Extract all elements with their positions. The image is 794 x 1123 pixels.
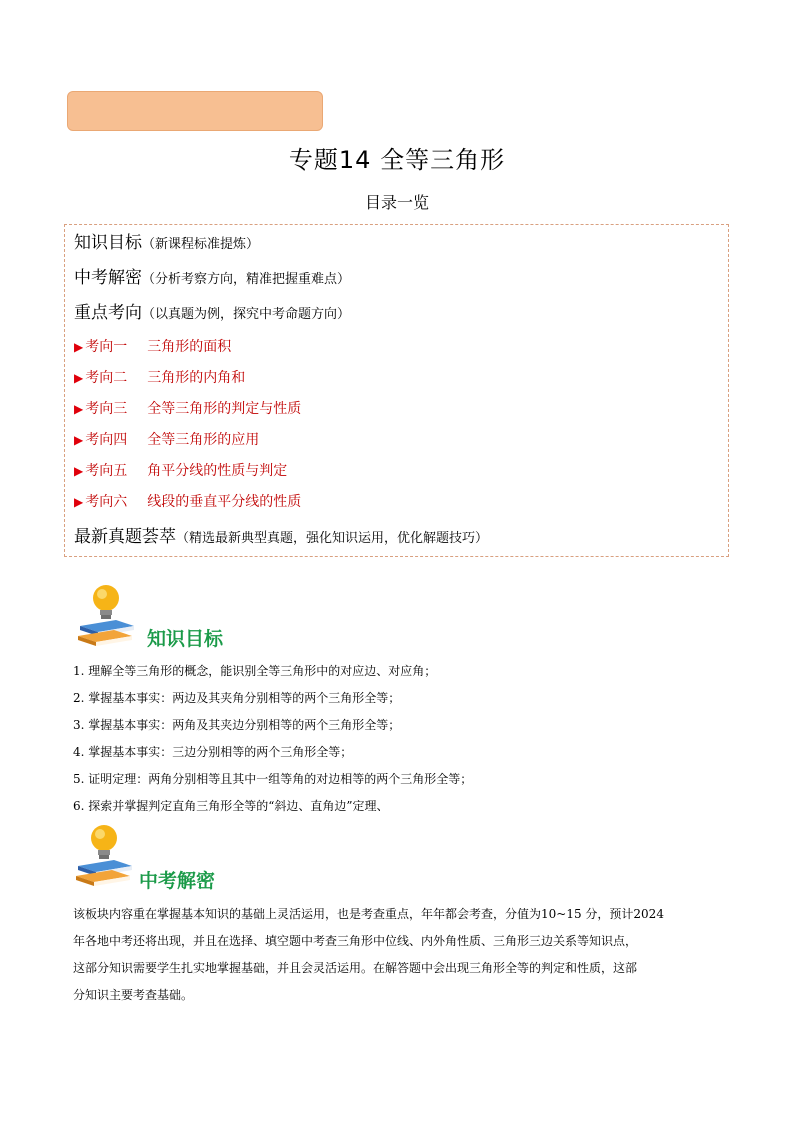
triangle-bullet-icon: ▶ [74,464,84,478]
direction-label: 考向一 [85,339,128,355]
toc-item-label: 最新真题荟萃 [74,527,176,547]
toc-direction-6[interactable] [74,491,301,511]
knowledge-section-title: 知识目标 [147,628,224,650]
exam-section-title: 中考解密 [139,870,216,892]
toc-item-knowledge[interactable] [74,228,259,253]
triangle-bullet-icon: ▶ [74,433,84,447]
direction-text: 线段的垂直平分线的性质 [147,494,302,510]
direction-label: 考向五 [85,463,128,479]
toc-item-label: 中考解密 [74,268,142,288]
toc-item-note: （精选最新典型真题，强化知识运用，优化解题技巧） [176,531,489,546]
objective-item-2: 2. 掌握基本事实：两边及其夹角分别相等的两个三角形全等； [73,691,401,705]
triangle-bullet-icon: ▶ [74,402,84,416]
exam-paragraph-line: 该板块内容重在掌握基本知识的基础上灵活运用，也是考查重点，年年都会考查，分值为10~15 分，预计2024 [73,907,664,921]
direction-text: 角平分线的性质与判定 [147,463,288,479]
objective-item-3: 3. 掌握基本事实：两角及其夹边分别相等的两个三角形全等； [73,718,401,732]
toc-heading: 目录一览 [364,193,429,212]
lightbulb-books-icon [74,822,136,890]
direction-text: 全等三角形的判定与性质 [147,401,302,417]
toc-direction-4[interactable] [74,429,259,449]
toc-direction-5[interactable] [74,460,287,480]
exam-paragraph-line: 年各地中考还将出现，并且在选择、填空题中考查三角形中位线、内外角性质、三角形三边关系等知识点， [73,934,638,948]
triangle-bullet-icon: ▶ [74,495,84,509]
triangle-bullet-icon: ▶ [74,340,84,354]
toc-direction-2[interactable] [74,367,245,387]
direction-label: 考向三 [85,401,128,417]
objective-item-4: 4. 掌握基本事实：三边分别相等的两个三角形全等； [73,745,353,759]
toc-item-exam[interactable] [74,263,350,288]
objective-item-6: 6. 探索并掌握判定直角三角形全等的“斜边、直角边”定理、 [73,799,389,813]
triangle-bullet-icon: ▶ [74,371,84,385]
direction-text: 三角形的内角和 [147,370,246,386]
objective-item-1: 1. 理解全等三角形的概念，能识别全等三角形中的对应边、对应角； [73,664,437,678]
direction-label: 考向四 [85,432,128,448]
exam-paragraph-line: 这部分知识需要学生扎实地掌握基础，并且会灵活运用。在解答题中会出现三角形全等的判定和性质，这部 [73,961,638,975]
objective-item-5: 5. 证明定理：两角分别相等且其中一组等角的对边相等的两个三角形全等； [73,772,473,786]
lightbulb-books-icon [76,582,138,650]
toc-item-note: （新课程标准提炼） [142,237,260,252]
toc-item-latest[interactable] [74,522,488,547]
toc-item-label: 知识目标 [74,233,142,253]
direction-text: 三角形的面积 [147,339,232,355]
toc-item-label: 重点考向 [74,303,142,323]
toc-item-key-directions[interactable] [74,298,350,323]
toc-item-note: （以真题为例，探究中考命题方向） [142,307,351,322]
toc-item-note: （分析考察方向，精准把握重难点） [142,272,351,287]
page-title: 专题14 全等三角形 [288,146,506,174]
exam-paragraph-line: 分知识主要考查基础。 [73,988,194,1002]
direction-label: 考向六 [85,494,128,510]
header-banner [67,91,323,131]
toc-direction-1[interactable] [74,336,231,356]
direction-label: 考向二 [85,370,128,386]
toc-direction-3[interactable] [74,398,301,418]
direction-text: 全等三角形的应用 [147,432,260,448]
